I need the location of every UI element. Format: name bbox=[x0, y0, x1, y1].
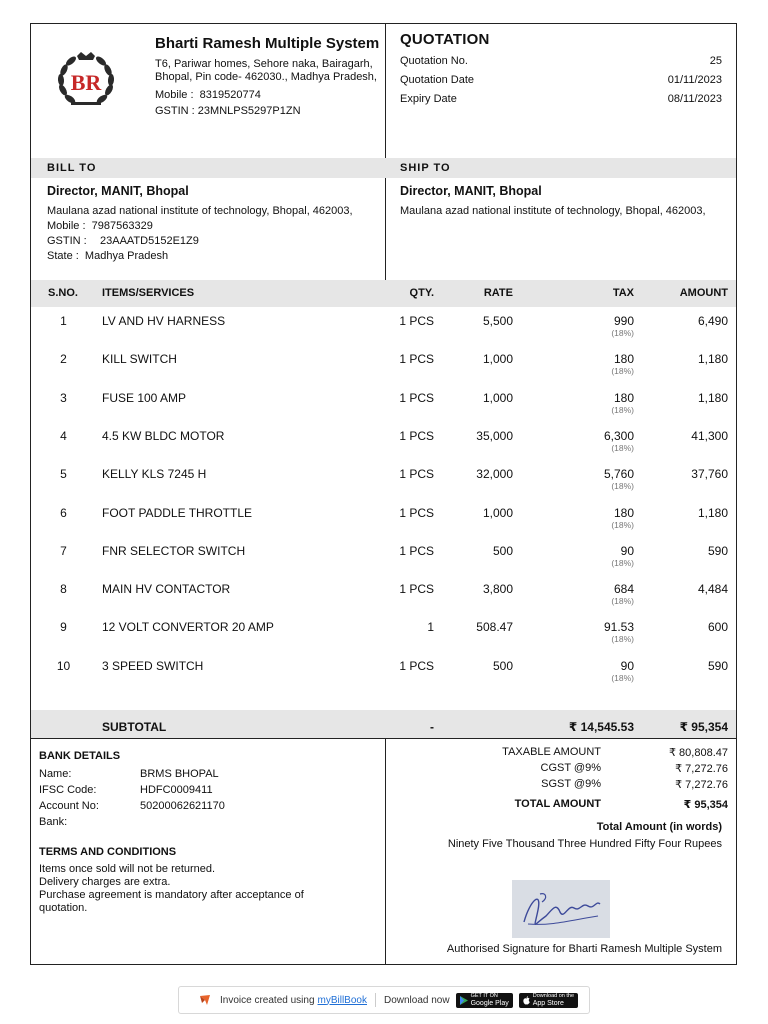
row-item-name: 12 VOLT CONVERTOR 20 AMP bbox=[102, 620, 274, 635]
cgst-label: CGST @9% bbox=[540, 762, 601, 774]
ship-to-address: Maulana azad national institute of technology, Bhopal, 462003, bbox=[400, 205, 706, 217]
quotation-date-row: Quotation Date 01/11/2023 bbox=[400, 74, 722, 86]
mybillbook-link[interactable]: myBillBook bbox=[317, 994, 367, 1006]
cgst-value: ₹ 7,272.76 bbox=[675, 763, 728, 775]
bank-details-heading: BANK DETAILS bbox=[39, 750, 121, 762]
row-tax-percent: (18%) bbox=[611, 672, 634, 683]
ship-to-heading: SHIP TO bbox=[400, 162, 451, 174]
row-item-name: FNR SELECTOR SWITCH bbox=[102, 543, 246, 558]
subtotal-qty: - bbox=[430, 720, 434, 734]
row-tax: 91.53 bbox=[603, 620, 634, 635]
row-tax-percent: (18%) bbox=[611, 557, 634, 568]
row-sno: 2 bbox=[60, 352, 67, 367]
row-item-name: KILL SWITCH bbox=[102, 352, 177, 367]
total-amount-value: ₹ 95,354 bbox=[683, 799, 728, 811]
ship-to-name: Director, MANIT, Bhopal bbox=[400, 184, 542, 198]
row-qty: 1 PCS bbox=[399, 543, 434, 558]
created-using-text: Invoice created using bbox=[220, 994, 315, 1006]
row-tax: 180 bbox=[613, 505, 634, 520]
bill-to-gstin: GSTIN : 23AAATD5152E1Z9 bbox=[47, 235, 199, 247]
row-tax-percent: (18%) bbox=[611, 328, 634, 338]
row-sno: 9 bbox=[60, 620, 67, 635]
row-tax: 684 bbox=[613, 582, 634, 597]
row-tax-percent: (18%) bbox=[611, 634, 634, 645]
row-amount: 41,300 bbox=[691, 428, 728, 443]
row-rate: 5,500 bbox=[482, 314, 513, 328]
bank-details bbox=[39, 750, 225, 830]
bank-name-row: Name: BRMS BHOPAL bbox=[39, 768, 219, 780]
row-item-name: 4.5 KW BLDC MOTOR bbox=[102, 428, 225, 443]
row-tax: 90 bbox=[620, 658, 634, 673]
sgst-label: SGST @9% bbox=[541, 778, 601, 790]
row-item-name: FOOT PADDLE THROTTLE bbox=[102, 505, 253, 520]
amount-in-words-label: Total Amount (in words) bbox=[596, 821, 722, 833]
subtotal-label: SUBTOTAL bbox=[102, 720, 167, 734]
total-amount-label: TOTAL AMOUNT bbox=[514, 798, 601, 810]
row-amount: 600 bbox=[707, 620, 728, 635]
row-rate: 500 bbox=[492, 658, 513, 673]
row-tax: 5,760 bbox=[603, 467, 634, 482]
terms-line: Purchase agreement is mandatory after acceptance of quotation. bbox=[39, 889, 304, 914]
company-logo-icon bbox=[53, 50, 119, 116]
row-qty: 1 bbox=[427, 620, 434, 635]
row-amount: 1,180 bbox=[697, 390, 728, 405]
row-rate: 1,000 bbox=[482, 505, 513, 520]
row-tax-percent: (18%) bbox=[611, 404, 634, 415]
row-amount: 4,484 bbox=[697, 582, 728, 597]
row-qty: 1 PCS bbox=[399, 352, 434, 367]
banner-divider bbox=[375, 993, 376, 1007]
row-tax-percent: (18%) bbox=[611, 481, 634, 492]
document-title: QUOTATION bbox=[400, 31, 490, 48]
terms-line: Delivery charges are extra. bbox=[39, 876, 171, 888]
row-amount: 6,490 bbox=[697, 314, 728, 328]
row-amount: 37,760 bbox=[691, 467, 728, 482]
col-header-sno: S.NO. bbox=[48, 287, 78, 299]
expiry-date-row: Expiry Date 08/11/2023 bbox=[400, 93, 722, 105]
row-rate: 32,000 bbox=[476, 467, 513, 482]
row-rate: 1,000 bbox=[482, 390, 513, 405]
bill-to-block bbox=[47, 184, 377, 264]
bill-to-name: Director, MANIT, Bhopal bbox=[47, 184, 189, 198]
column-divider-bottom bbox=[385, 739, 386, 965]
row-tax-percent: (18%) bbox=[611, 442, 634, 453]
company-gstin: GSTIN : 23MNLPS5297P1ZN bbox=[155, 105, 301, 117]
ship-to-block bbox=[400, 184, 730, 219]
bank-bank-row: Bank: bbox=[39, 816, 68, 828]
subtotal-amount: ₹ 95,354 bbox=[679, 720, 728, 734]
mybillbook-banner bbox=[178, 986, 590, 1014]
company-address: T6, Pariwar homes, Sehore naka, Bairagarh, Bhopal, Pin code- 462030., Madhya Pradesh, bbox=[155, 58, 377, 83]
row-sno: 6 bbox=[60, 505, 67, 520]
row-sno: 8 bbox=[60, 582, 67, 597]
row-rate: 508.47 bbox=[476, 620, 513, 635]
col-header-item: ITEMS/SERVICES bbox=[102, 287, 195, 299]
row-amount: 590 bbox=[707, 658, 728, 673]
row-amount: 1,180 bbox=[697, 505, 728, 520]
row-item-name: LV AND HV HARNESS bbox=[102, 314, 226, 328]
row-sno: 1 bbox=[60, 314, 67, 328]
signature-caption: Authorised Signature for Bharti Ramesh Multiple System bbox=[446, 943, 722, 955]
row-qty: 1 PCS bbox=[399, 582, 434, 597]
row-qty: 1 PCS bbox=[399, 467, 434, 482]
row-tax: 180 bbox=[613, 352, 634, 367]
row-sno: 3 bbox=[60, 390, 67, 405]
row-tax: 90 bbox=[620, 543, 634, 558]
bank-ifsc-row: IFSC Code: HDFC0009411 bbox=[39, 784, 213, 796]
bill-to-address: Maulana azad national institute of technology, Bhopal, 462003, bbox=[47, 205, 353, 217]
row-qty: 1 PCS bbox=[399, 314, 434, 328]
row-item-name: MAIN HV CONTACTOR bbox=[102, 582, 231, 597]
bill-to-heading: BILL TO bbox=[47, 162, 97, 174]
google-play-badge[interactable]: GET IT ON Google Play bbox=[456, 993, 513, 1008]
row-sno: 4 bbox=[60, 428, 67, 443]
sgst-value: ₹ 7,272.76 bbox=[675, 779, 728, 791]
row-rate: 35,000 bbox=[476, 428, 513, 443]
google-play-icon bbox=[460, 996, 468, 1005]
col-header-qty: QTY. bbox=[409, 287, 434, 299]
quotation-number-row: Quotation No. 25 bbox=[400, 55, 722, 67]
row-rate: 500 bbox=[492, 543, 513, 558]
row-rate: 3,800 bbox=[482, 582, 513, 597]
terms-and-conditions bbox=[39, 846, 339, 915]
row-qty: 1 PCS bbox=[399, 658, 434, 673]
party-heading-band bbox=[31, 158, 736, 178]
subtotal-tax: ₹ 14,545.53 bbox=[568, 720, 634, 734]
row-tax: 990 bbox=[613, 314, 634, 328]
row-rate: 1,000 bbox=[482, 352, 513, 367]
row-tax-percent: (18%) bbox=[611, 596, 634, 607]
amount-in-words: Ninety Five Thousand Three Hundred Fifty Four Rupees bbox=[447, 838, 722, 850]
company-mobile: Mobile : 8319520774 bbox=[155, 89, 261, 101]
mybillbook-logo-icon bbox=[199, 994, 211, 1006]
row-tax: 6,300 bbox=[603, 428, 634, 443]
row-amount: 590 bbox=[707, 543, 728, 558]
svg-text:BR: BR bbox=[70, 70, 102, 95]
row-tax-percent: (18%) bbox=[611, 366, 634, 377]
col-header-rate: RATE bbox=[483, 287, 513, 299]
bill-to-mobile: Mobile : 7987563329 bbox=[47, 220, 153, 232]
company-info bbox=[155, 35, 381, 118]
terms-line: Items once sold will not be returned. bbox=[39, 863, 216, 875]
col-header-amount: AMOUNT bbox=[679, 287, 728, 299]
app-store-badge[interactable]: Download on the App Store bbox=[519, 993, 578, 1008]
taxable-amount-value: ₹ 80,808.47 bbox=[669, 747, 728, 759]
quotation-document bbox=[30, 23, 737, 965]
quotation-meta bbox=[400, 31, 722, 105]
signature-icon bbox=[512, 880, 610, 938]
row-tax: 180 bbox=[613, 390, 634, 405]
row-item-name: KELLY KLS 7245 H bbox=[102, 467, 207, 482]
row-qty: 1 PCS bbox=[399, 428, 434, 443]
row-qty: 1 PCS bbox=[399, 505, 434, 520]
company-name: Bharti Ramesh Multiple System bbox=[155, 35, 380, 52]
row-item-name: FUSE 100 AMP bbox=[102, 390, 187, 405]
row-tax-percent: (18%) bbox=[611, 519, 634, 530]
row-item-name: 3 SPEED SWITCH bbox=[102, 658, 204, 673]
col-header-tax: TAX bbox=[612, 287, 634, 299]
row-amount: 1,180 bbox=[697, 352, 728, 367]
bill-to-state: State : Madhya Pradesh bbox=[47, 250, 169, 262]
column-divider-top bbox=[385, 24, 386, 280]
row-sno: 7 bbox=[60, 543, 67, 558]
apple-icon bbox=[523, 996, 530, 1005]
terms-heading: TERMS AND CONDITIONS bbox=[39, 846, 177, 858]
row-sno: 5 bbox=[60, 467, 67, 482]
download-now-text: Download now bbox=[383, 994, 450, 1006]
bank-account-row: Account No: 50200062621170 bbox=[39, 800, 225, 812]
taxable-amount-label: TAXABLE AMOUNT bbox=[502, 746, 601, 758]
row-qty: 1 PCS bbox=[399, 390, 434, 405]
row-sno: 10 bbox=[56, 658, 71, 673]
